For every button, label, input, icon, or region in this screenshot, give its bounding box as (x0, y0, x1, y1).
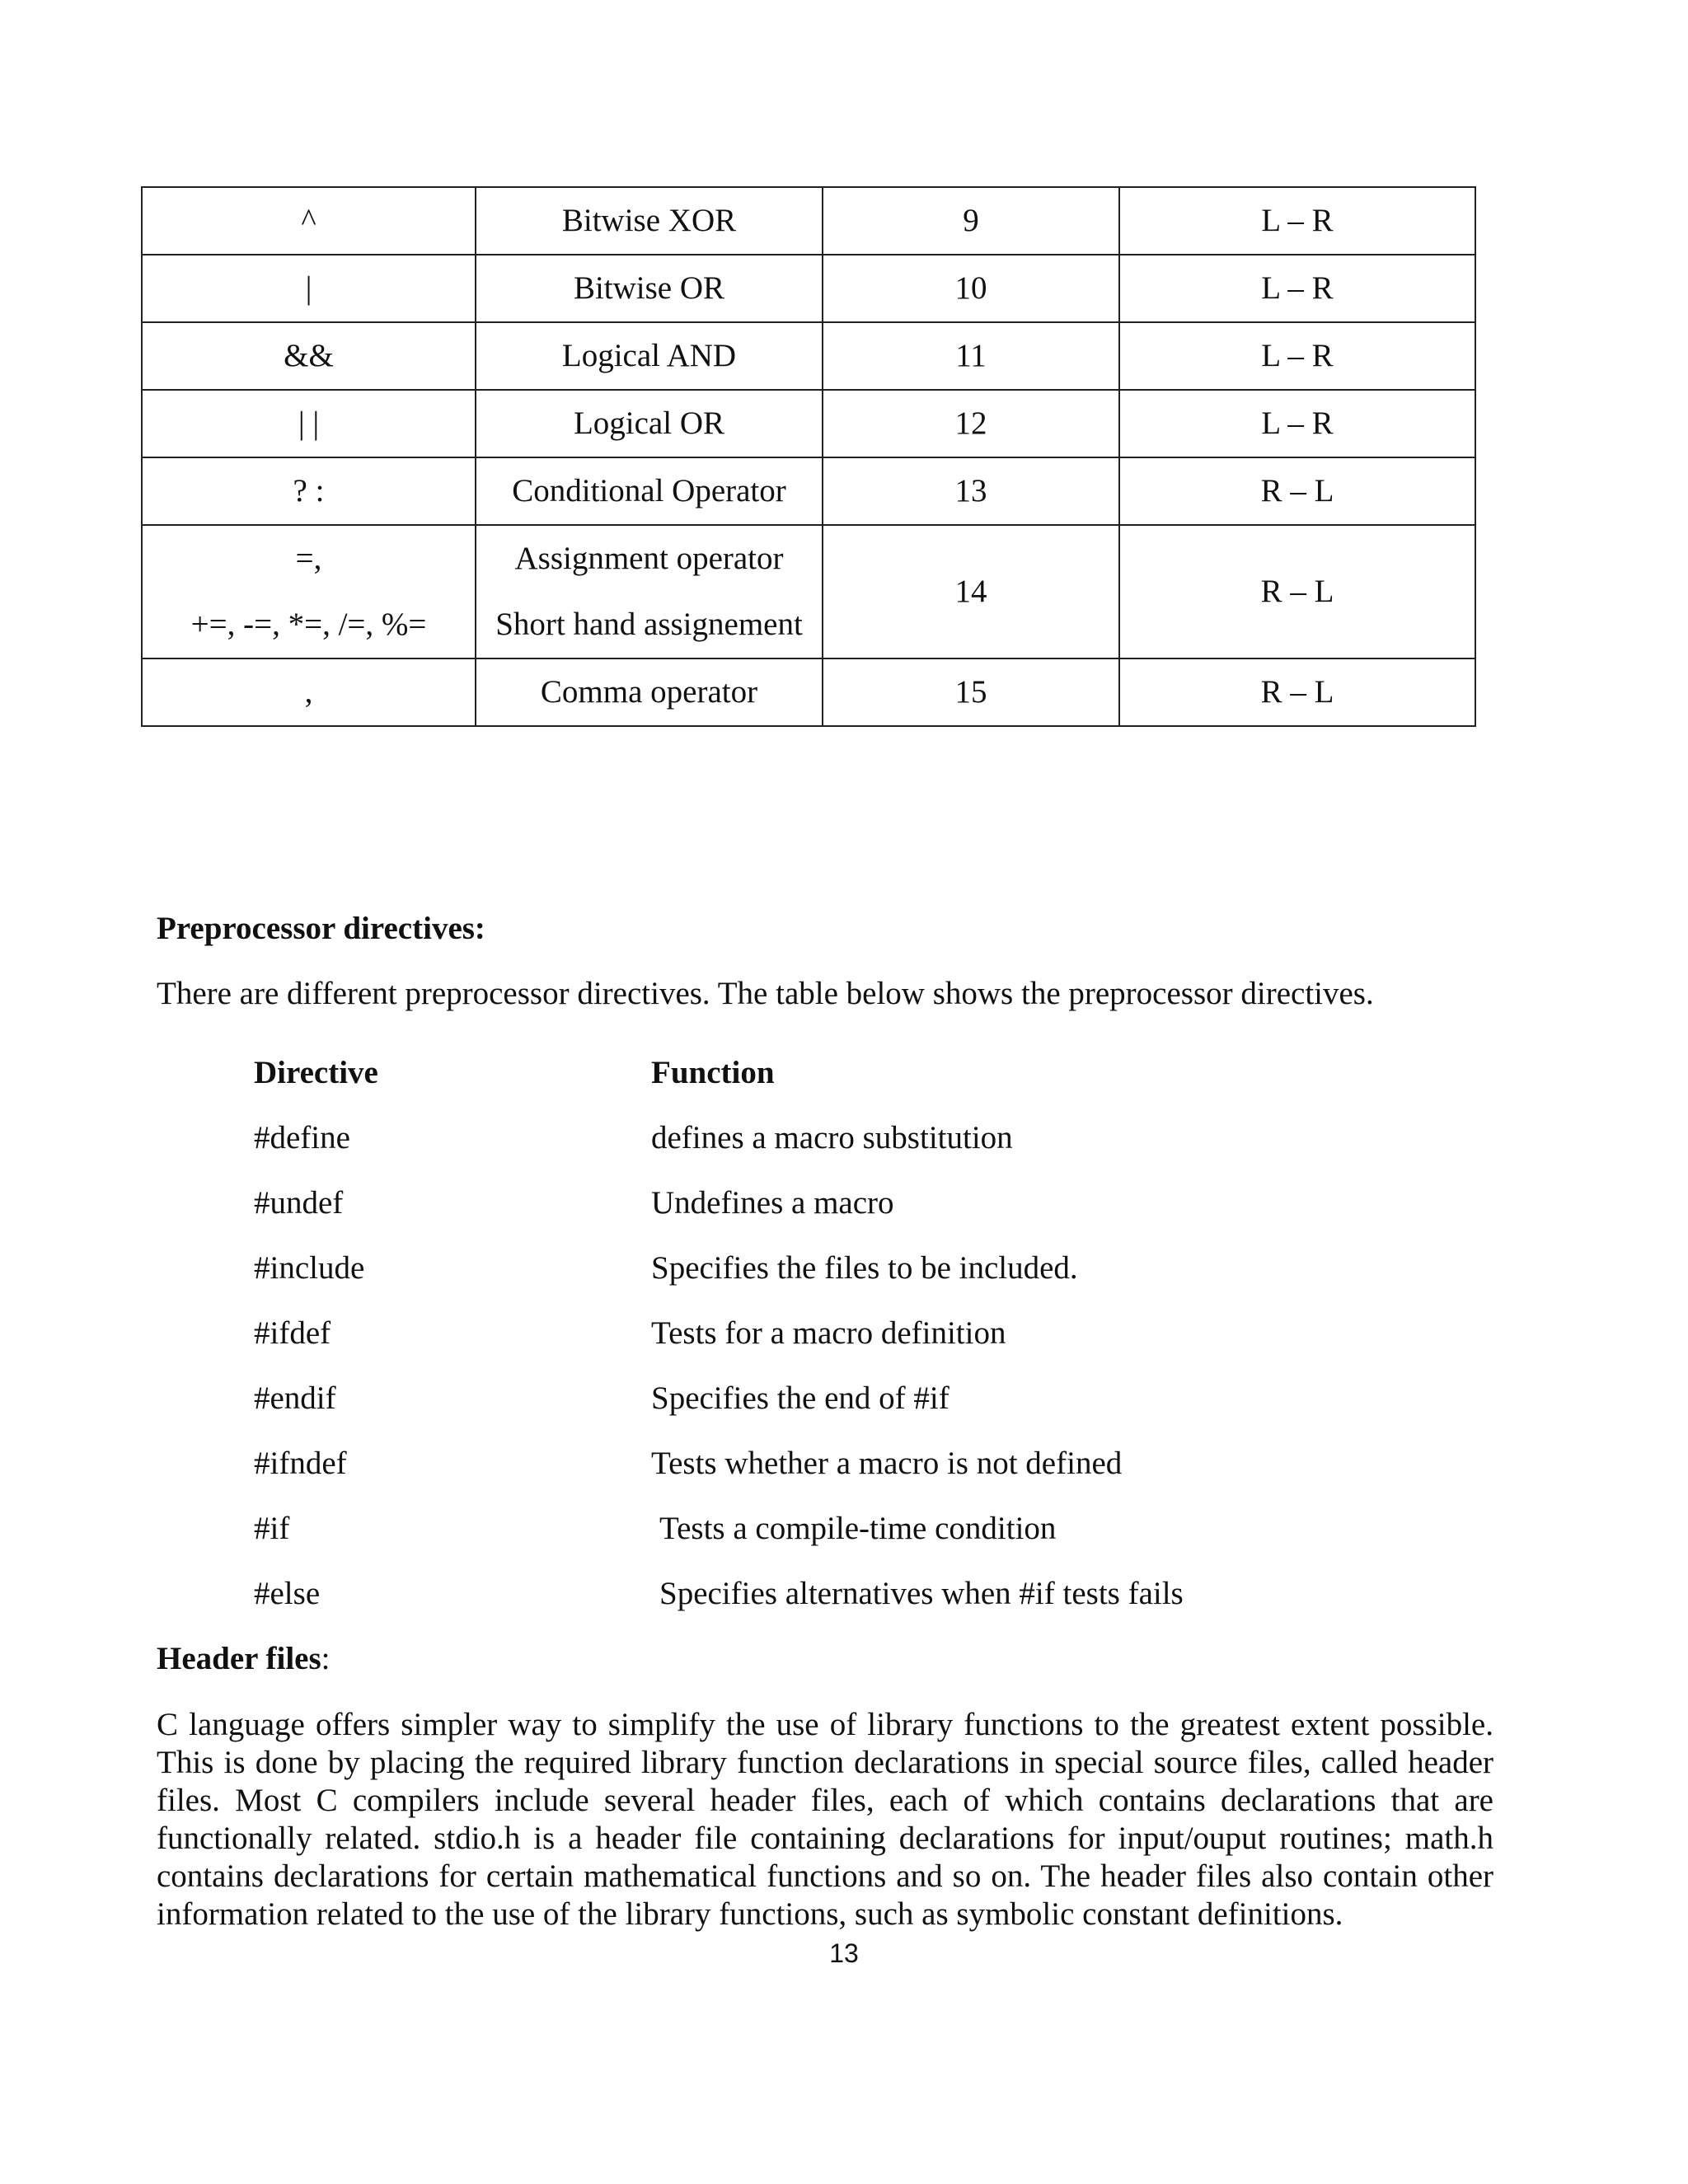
function-column-header: Function (651, 1055, 775, 1090)
table-row (254, 1301, 1184, 1366)
operator-line: +=, -=, *=, /=, %= (190, 607, 427, 642)
function-cell: Tests a compile-time condition (659, 1511, 1057, 1546)
directive-cell: #define (254, 1120, 350, 1155)
directive-cell: #ifndef (254, 1446, 347, 1481)
header-files-heading (157, 1640, 331, 1677)
table-row (254, 1366, 1184, 1431)
directive-cell: #include (254, 1250, 365, 1286)
directive-cell: #if (254, 1511, 290, 1546)
description-cell: Comma operator (476, 658, 823, 726)
directive-table (254, 1040, 1184, 1626)
description-cell: Bitwise XOR (476, 187, 823, 255)
table-row (142, 255, 1475, 322)
operator-precedence-table (141, 186, 1476, 727)
associativity-cell: L – R (1119, 255, 1475, 322)
table-row (142, 525, 1475, 658)
function-cell: Undefines a macro (651, 1185, 894, 1221)
table-row (142, 658, 1475, 726)
rank-cell: 15 (823, 658, 1119, 726)
function-cell: Tests for a macro definition (651, 1315, 1006, 1351)
rank-cell: 11 (823, 322, 1119, 390)
function-cell: Tests whether a macro is not defined (651, 1446, 1123, 1481)
function-cell: defines a macro substitution (651, 1120, 1013, 1155)
table-header-row (254, 1040, 1184, 1105)
associativity-cell: R – L (1119, 457, 1475, 525)
header-files-heading-colon: : (321, 1641, 331, 1676)
directive-cell: #endif (254, 1380, 336, 1416)
rank-cell: 13 (823, 457, 1119, 525)
description-cell: Conditional Operator (476, 457, 823, 525)
description-line: Assignment operator (514, 541, 784, 576)
directive-cell: #else (254, 1576, 321, 1611)
table-row (142, 322, 1475, 390)
directive-column-header: Directive (254, 1055, 378, 1090)
description-cell: Logical OR (476, 390, 823, 457)
rank-cell: 14 (823, 525, 1119, 658)
table-row (254, 1496, 1184, 1561)
function-cell: Specifies alternatives when #if tests fails (659, 1576, 1184, 1611)
table-row (142, 457, 1475, 525)
function-cell: Specifies the end of #if (651, 1380, 950, 1416)
directive-cell: #ifdef (254, 1315, 331, 1351)
function-cell: Specifies the files to be included. (651, 1250, 1078, 1286)
operator-cell: ^ (142, 187, 476, 255)
rank-cell: 12 (823, 390, 1119, 457)
preprocessor-heading: Preprocessor directives: (157, 911, 485, 946)
description-cell: Bitwise OR (476, 255, 823, 322)
operator-cell: ? : (142, 457, 476, 525)
associativity-cell: R – L (1119, 525, 1475, 658)
operator-cell: | | (142, 390, 476, 457)
header-files-body: C language offers simpler way to simplify the use of library functions to the greatest extent possible. This is done by placing the required library function declarations in special source files, called header files. Most C compilers include several header files, each of which contains declarations that are functionally related. stdio.h is a header file containing declarations for input/ouput routines; math.h contains declarations for certain mathematical functions and so on. The header files also contain other information related to the use of the library functions, such as symbolic constant definitions. (157, 1707, 1493, 1932)
header-files-heading-text: Header files (157, 1641, 321, 1676)
description-cell: Logical AND (476, 322, 823, 390)
operator-line: =, (295, 541, 322, 576)
associativity-cell: L – R (1119, 322, 1475, 390)
table-row (254, 1105, 1184, 1170)
table-row (254, 1235, 1184, 1301)
operator-cell: , (142, 658, 476, 726)
description-cell (476, 525, 823, 658)
table-row (142, 390, 1475, 457)
associativity-cell: R – L (1119, 658, 1475, 726)
page-number: 13 (829, 1938, 859, 1968)
table-row (254, 1431, 1184, 1496)
directive-cell: #undef (254, 1185, 344, 1221)
operator-cell: && (142, 322, 476, 390)
rank-cell: 10 (823, 255, 1119, 322)
table-row (254, 1170, 1184, 1235)
table-row (142, 187, 1475, 255)
associativity-cell: L – R (1119, 390, 1475, 457)
rank-cell: 9 (823, 187, 1119, 255)
description-line: Short hand assignement (495, 607, 803, 642)
operator-cell (142, 525, 476, 658)
table-row (254, 1561, 1184, 1626)
operator-cell: | (142, 255, 476, 322)
associativity-cell: L – R (1119, 187, 1475, 255)
preprocessor-intro: There are different preprocessor directives. The table below shows the preprocessor directives. (157, 976, 1374, 1011)
